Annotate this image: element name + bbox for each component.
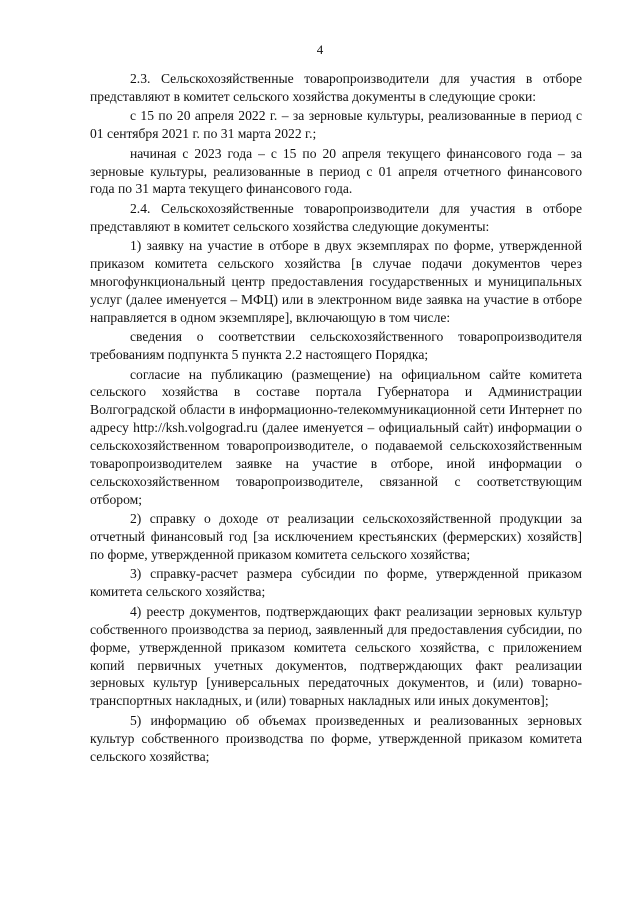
paragraph-deadline-2022: с 15 по 20 апреля 2022 г. – за зерновые культуры, реализованные в период с 01 сентября 2021 г. по 31 марта 2022 г.;	[90, 108, 582, 142]
paragraph-2-3: 2.3. Сельскохозяйственные товаропроизводители для участия в отборе представляют в комитет сельского хозяйства документы в следующие сроки:	[90, 71, 582, 104]
document-body	[90, 70, 582, 767]
paragraph-item-3: 3) справку-расчет размера субсидии по форме, утвержденной приказом комитета сельского хозяйства;	[90, 566, 582, 600]
page-number: 4	[316, 42, 324, 57]
paragraph-item-5: 5) информацию об объемах произведенных и реализованных зерновых культур собственного производства по форме, утвержденной приказом комитета сельского хозяйства;	[90, 712, 582, 764]
paragraph-publication-consent: согласие на публикацию (размещение) на официальном сайте комитета сельского хозяйства в составе портала Губернатора и Администрации Волгоградской области в информационно-телекоммуникационной сети Интернет по адресу http://ksh.volgograd.ru (далее именуется – официальный сайт) информации о сельскохозяйственном товаропроизводителе, о подаваемой сельскохозяйственным товаропроизводителем заявке на участие в отборе, иной информации о сельскохозяйственном товаропроизводителе, связанной с соответствующим отбором;	[90, 366, 582, 507]
paragraph-compliance-info: сведения о соответствии сельскохозяйственного товаропроизводителя требованиям подпункта 5 пункта 2.2 настоящего Порядка;	[90, 329, 582, 363]
paragraph-item-4: 4) реестр документов, подтверждающих факт реализации зерновых культур собственного производства за период, заявленный для предоставления субсидии, по форме, утвержденной приказом комитета сельского хозяйства, с приложением копий первичных учетных документов, подтверждающих факт реализации зерновых культур [универсальных передаточных документов, и (или) товарно-транспортных накладных, и (или) товарных накладных или иных документов];	[90, 603, 582, 709]
paragraph-2-4: 2.4. Сельскохозяйственные товаропроизводители для участия в отборе представляют в комитет сельского хозяйства следующие документы:	[90, 200, 582, 234]
paragraph-deadline-2023: начиная с 2023 года – с 15 по 20 апреля текущего финансового года – за зерновые культуры, реализованные в период с 01 апреля отчетного финансового года по 31 марта текущего финансового года.	[90, 145, 582, 197]
paragraph-item-2: 2) справку о доходе от реализации сельскохозяйственной продукции за отчетный финансовый год [за исключением крестьянских (фермерских) хозяйств] по форме, утвержденной приказом комитета сельского хозяйства;	[90, 511, 582, 563]
paragraph-item-1: 1) заявку на участие в отборе в двух экземплярах по форме, утвержденной приказом комитета сельского хозяйства [в случае подачи документов через многофункциональный центр предоставления государственных и муниципальных услуг (далее именуется – МФЦ) или в электронном виде заявка на участие в отборе направляется в одном экземпляре], включающую в том числе:	[90, 238, 582, 325]
